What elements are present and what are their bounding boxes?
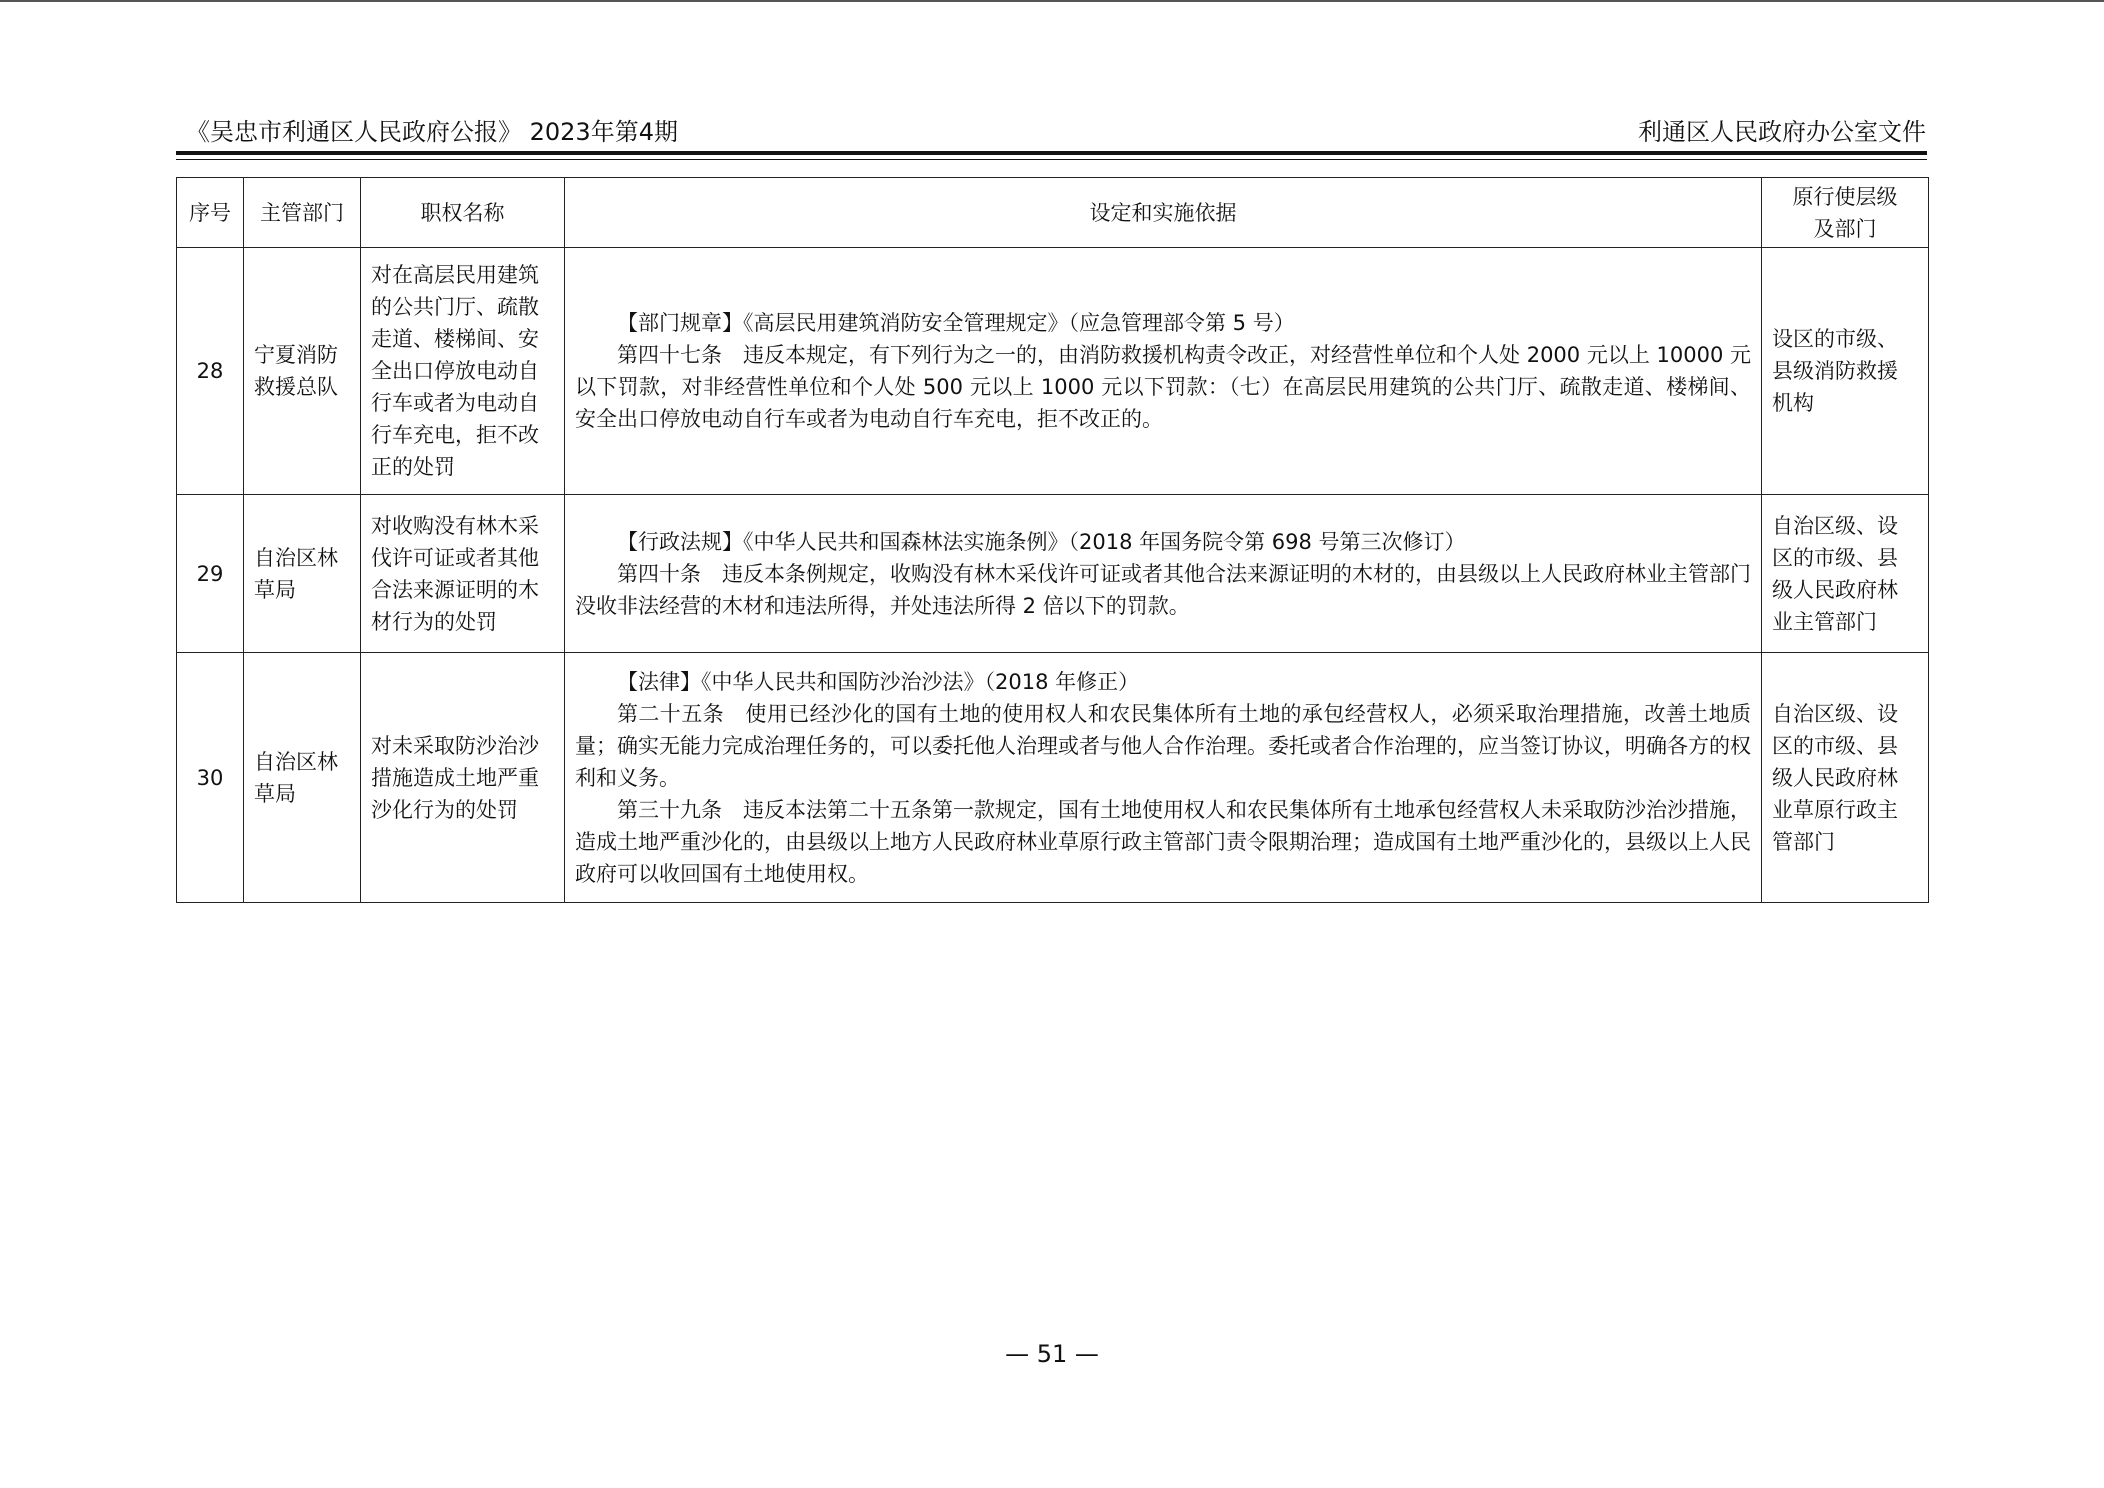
table-row [177,653,1929,903]
header-rule-thick [176,151,1927,155]
authority-table [176,177,1929,903]
row-legal-basis [565,653,1762,903]
basis-title: 【部门规章】《高层民用建筑消防安全管理规定》（应急管理部令第 5 号） [617,311,1295,335]
row-number: 30 [177,653,244,903]
column-header-basis: 设定和实施依据 [565,178,1762,248]
row-number: 29 [177,495,244,653]
header-rule-thin [176,159,1927,160]
row-authority-name: 对收购没有林木采伐许可证或者其他合法来源证明的木材行为的处罚 [361,495,565,653]
basis-paragraph: 第四十条 违反本条例规定，收购没有林木采伐许可证或者其他合法来源证明的木材的，由县级以上人民政府林业主管部门没收非法经营的木材和违法所得，并处违法所得 2 倍以下的罚款。 [575,561,1751,618]
table-header-row [177,178,1929,248]
header-publication-title: 《吴忠市利通区人民政府公报》 2023年第4期 [186,118,678,146]
running-header [176,108,1927,148]
row-original-level: 自治区级、设区的市级、县级人民政府林业草原行政主管部门 [1762,653,1929,903]
row-authority-name: 对在高层民用建筑的公共门厅、疏散走道、楼梯间、安全出口停放电动自行车或者为电动自行车充电，拒不改正的处罚 [361,248,565,495]
row-authority-name: 对未采取防沙治沙措施造成土地严重沙化行为的处罚 [361,653,565,903]
table-row [177,495,1929,653]
row-original-level: 自治区级、设区的市级、县级人民政府林业主管部门 [1762,495,1929,653]
page-number: — 51 — [1005,1340,1099,1368]
table-row [177,248,1929,495]
row-legal-basis [565,495,1762,653]
row-original-level: 设区的市级、县级消防救援机构 [1762,248,1929,495]
basis-paragraph: 第四十七条 违反本规定，有下列行为之一的，由消防救援机构责令改正，对经营性单位和个人处 2000 元以上 10000 元以下罚款，对非经营性单位和个人处 500 元以上 1000 元以下罚款：（七）在高层民用建筑的公共门厅、疏散走道、楼梯间、安全出口停放电动自行车或者为电动自行车充电，拒不改正的。 [575,343,1751,431]
row-number: 28 [177,248,244,495]
column-header-name: 职权名称 [361,178,565,248]
basis-title: 【行政法规】《中华人民共和国森林法实施条例》（2018 年国务院令第 698 号第三次修订） [617,529,1466,554]
column-header-dept: 主管部门 [244,178,361,248]
basis-paragraph: 第三十九条 违反本法第二十五条第一款规定，国有土地使用权人和农民集体所有土地承包经营权人未采取防沙治沙措施，造成土地严重沙化的，由县级以上地方人民政府林业草原行政主管部门责令限期治理；造成国有土地严重沙化的，县级以上人民政府可以收回国有土地使用权。 [575,797,1751,886]
row-legal-basis [565,248,1762,495]
column-header-level: 原行使层级及部门 [1762,178,1929,248]
column-header-no: 序号 [177,178,244,248]
row-department: 自治区林草局 [244,653,361,903]
row-department: 宁夏消防救援总队 [244,248,361,495]
basis-title: 【法律】《中华人民共和国防沙治沙法》（2018 年修正） [617,669,1140,694]
basis-paragraph: 第二十五条 使用已经沙化的国有土地的使用权人和农民集体所有土地的承包经营权人，必须采取治理措施，改善土地质量；确实无能力完成治理任务的，可以委托他人治理或者与他人合作治理。委托或者合作治理的，应当签订协议，明确各方的权利和义务。 [575,701,1751,790]
row-department: 自治区林草局 [244,495,361,653]
header-issuer: 利通区人民政府办公室文件 [1638,118,1926,146]
page-top-border [0,0,2104,2]
